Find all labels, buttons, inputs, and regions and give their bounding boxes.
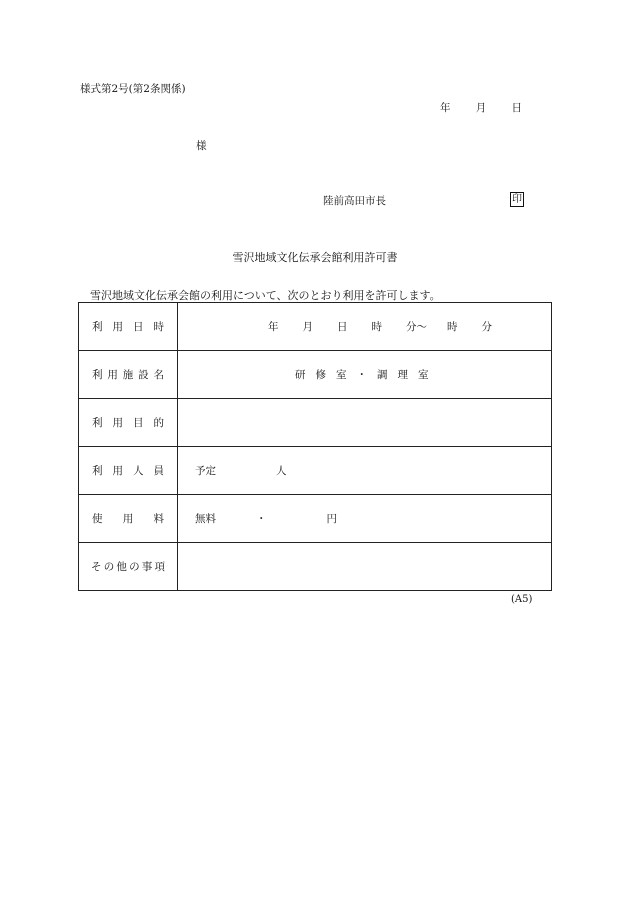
label-other-matters: そ の 他 の 事 項 (79, 543, 178, 591)
value-number-of-users[interactable]: 予定 人 (178, 447, 552, 495)
issuer-name: 陸前高田市長 (323, 195, 386, 207)
facility-separator: ・ (356, 369, 367, 381)
addressee-suffix: 様 (196, 140, 207, 152)
document-title: 雪沢地域文化伝承会館利用許可書 (232, 251, 398, 264)
table-row-other (79, 543, 552, 591)
label-facility-name: 利 用 施 設 名 (79, 351, 178, 399)
date-year: 年 (440, 102, 451, 114)
paper-size-note: (A5) (511, 594, 533, 605)
table-row-people (79, 447, 552, 495)
value-usage-datetime[interactable]: 年 月 日 時 分〜 時 分 (178, 303, 552, 351)
value-other-matters[interactable] (178, 543, 552, 591)
value-facility-name[interactable]: 研 修 室 ・ 調 理 室 (178, 351, 552, 399)
date-day: 日 (511, 102, 522, 114)
seal-mark: 印 (512, 194, 522, 205)
value-usage-purpose[interactable] (178, 399, 552, 447)
label-number-of-users: 利 用 人 員 (79, 447, 178, 495)
form-number: 様式第2号(第2条関係) (80, 83, 186, 95)
label-usage-fee: 使 用 料 (79, 495, 178, 543)
permit-table (78, 302, 552, 591)
date-month: 月 (475, 102, 487, 114)
label-usage-purpose: 利 用 目 的 (79, 399, 178, 447)
value-usage-fee[interactable]: 無料 ・ 円 (178, 495, 552, 543)
label-usage-datetime: 利 用 日 時 (79, 303, 178, 351)
intro-text: 雪沢地域文化伝承会館の利用について、次のとおり利用を許可します。 (90, 289, 441, 302)
date-line (440, 100, 522, 115)
table-row-facility (79, 351, 552, 399)
table-row-datetime (79, 303, 552, 351)
table-row-purpose (79, 399, 552, 447)
table-row-fee (79, 495, 552, 543)
